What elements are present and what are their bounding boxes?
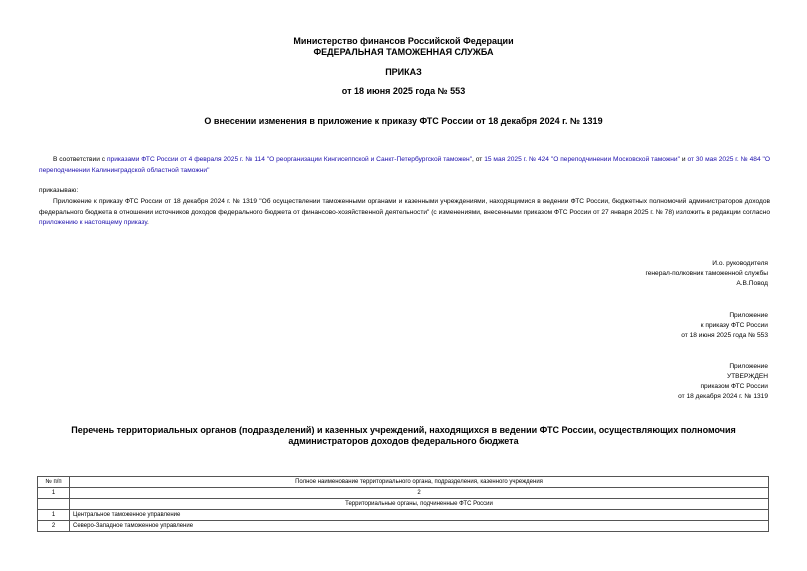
link-order-114[interactable]: приказами ФТС России от 4 февраля 2025 г. № 114 "О реорганизации Кингисеппской и Санкт-Петербургской таможен" xyxy=(106,156,473,163)
order-intro: приказываю: xyxy=(39,187,79,194)
signature-title: И.о. руководителя xyxy=(712,260,768,267)
preamble-text-3: и xyxy=(679,156,688,163)
appendix2-label: Приложение xyxy=(729,363,768,370)
doc-type: ПРИКАЗ xyxy=(385,67,422,77)
list-title-line1: Перечень территориальных органов (подразделений) и казенных учреждений, находящихся в ведении ФТС России, осуществляющих полномочия xyxy=(71,425,736,435)
preamble-paragraph xyxy=(39,155,770,176)
service-name: ФЕДЕРАЛЬНАЯ ТАМОЖЕННАЯ СЛУЖБА xyxy=(313,47,494,57)
index-name-cell: 2 xyxy=(70,488,769,499)
list-title-line2: администраторов доходов федерального бюджета xyxy=(288,436,519,446)
order-body-text: Приложение к приказу ФТС России от 18 декабря 2024 г. № 1319 "Об осуществлении таможенными органами и казенными учреждениями, находящимися в ведении ФТС России, бюджетных полномочий администраторов доходов федерального бюджета в отношении источников доходов федерального бюджета от финансово-хозяйственной деятельности" (с изменениями, внесенными приказом ФТС России от 27 января 2025 г. № 78) изложить в редакции согласно xyxy=(39,198,770,216)
table-section-row xyxy=(38,499,769,510)
appendix2-approved: УТВЕРЖДЕН xyxy=(726,373,768,380)
row-num-cell: 2 xyxy=(38,521,70,532)
signature-name: А.В.Повод xyxy=(736,280,768,287)
preamble-text-2: , от xyxy=(472,156,485,163)
appendix1-label: Приложение xyxy=(729,312,768,319)
row-name-cell: Центральное таможенное управление xyxy=(70,510,769,521)
appendix2-date: от 18 декабря 2024 г. № 1319 xyxy=(678,393,768,400)
section-name-cell: Территориальные органы, подчиненные ФТС России xyxy=(70,499,769,510)
table-header-row xyxy=(38,477,769,488)
table-row xyxy=(38,521,769,532)
index-num-cell: 1 xyxy=(38,488,70,499)
preamble-text-1: В соответствии с xyxy=(53,156,107,163)
section-num-cell xyxy=(38,499,70,510)
table-index-row xyxy=(38,488,769,499)
row-name-cell: Северо-Западное таможенное управление xyxy=(70,521,769,532)
row-num-cell: 1 xyxy=(38,510,70,521)
appendix2-ref: приказом ФТС России xyxy=(700,383,768,390)
header-name-cell: Полное наименование территориального органа, подразделения, казенного учреждения xyxy=(70,477,769,488)
order-body-end: . xyxy=(147,219,149,226)
doc-title: О внесении изменения в приложение к приказу ФТС России от 18 декабря 2024 г. № 1319 xyxy=(204,116,603,126)
link-order-484[interactable]: от 30 мая 2025 г. № 484 "О переподчинении Калининградской областной таможни" xyxy=(39,156,771,174)
table-row xyxy=(38,510,769,521)
link-appendix[interactable]: приложению к настоящему приказу xyxy=(39,219,148,226)
appendix1-date: от 18 июня 2025 года № 553 xyxy=(681,332,768,339)
authorities-table xyxy=(37,476,769,532)
signature-rank: генерал-полковник таможенной службы xyxy=(645,270,768,277)
link-order-424[interactable]: 15 мая 2025 г. № 424 "О переподчинении Московской таможни" xyxy=(484,156,680,163)
appendix1-ref: к приказу ФТС России xyxy=(700,322,768,329)
ministry-name: Министерство финансов Российской Федерации xyxy=(293,36,514,46)
header-num-cell: № п/п xyxy=(38,477,70,488)
order-paragraph xyxy=(39,197,770,229)
doc-date: от 18 июня 2025 года № 553 xyxy=(341,86,466,96)
